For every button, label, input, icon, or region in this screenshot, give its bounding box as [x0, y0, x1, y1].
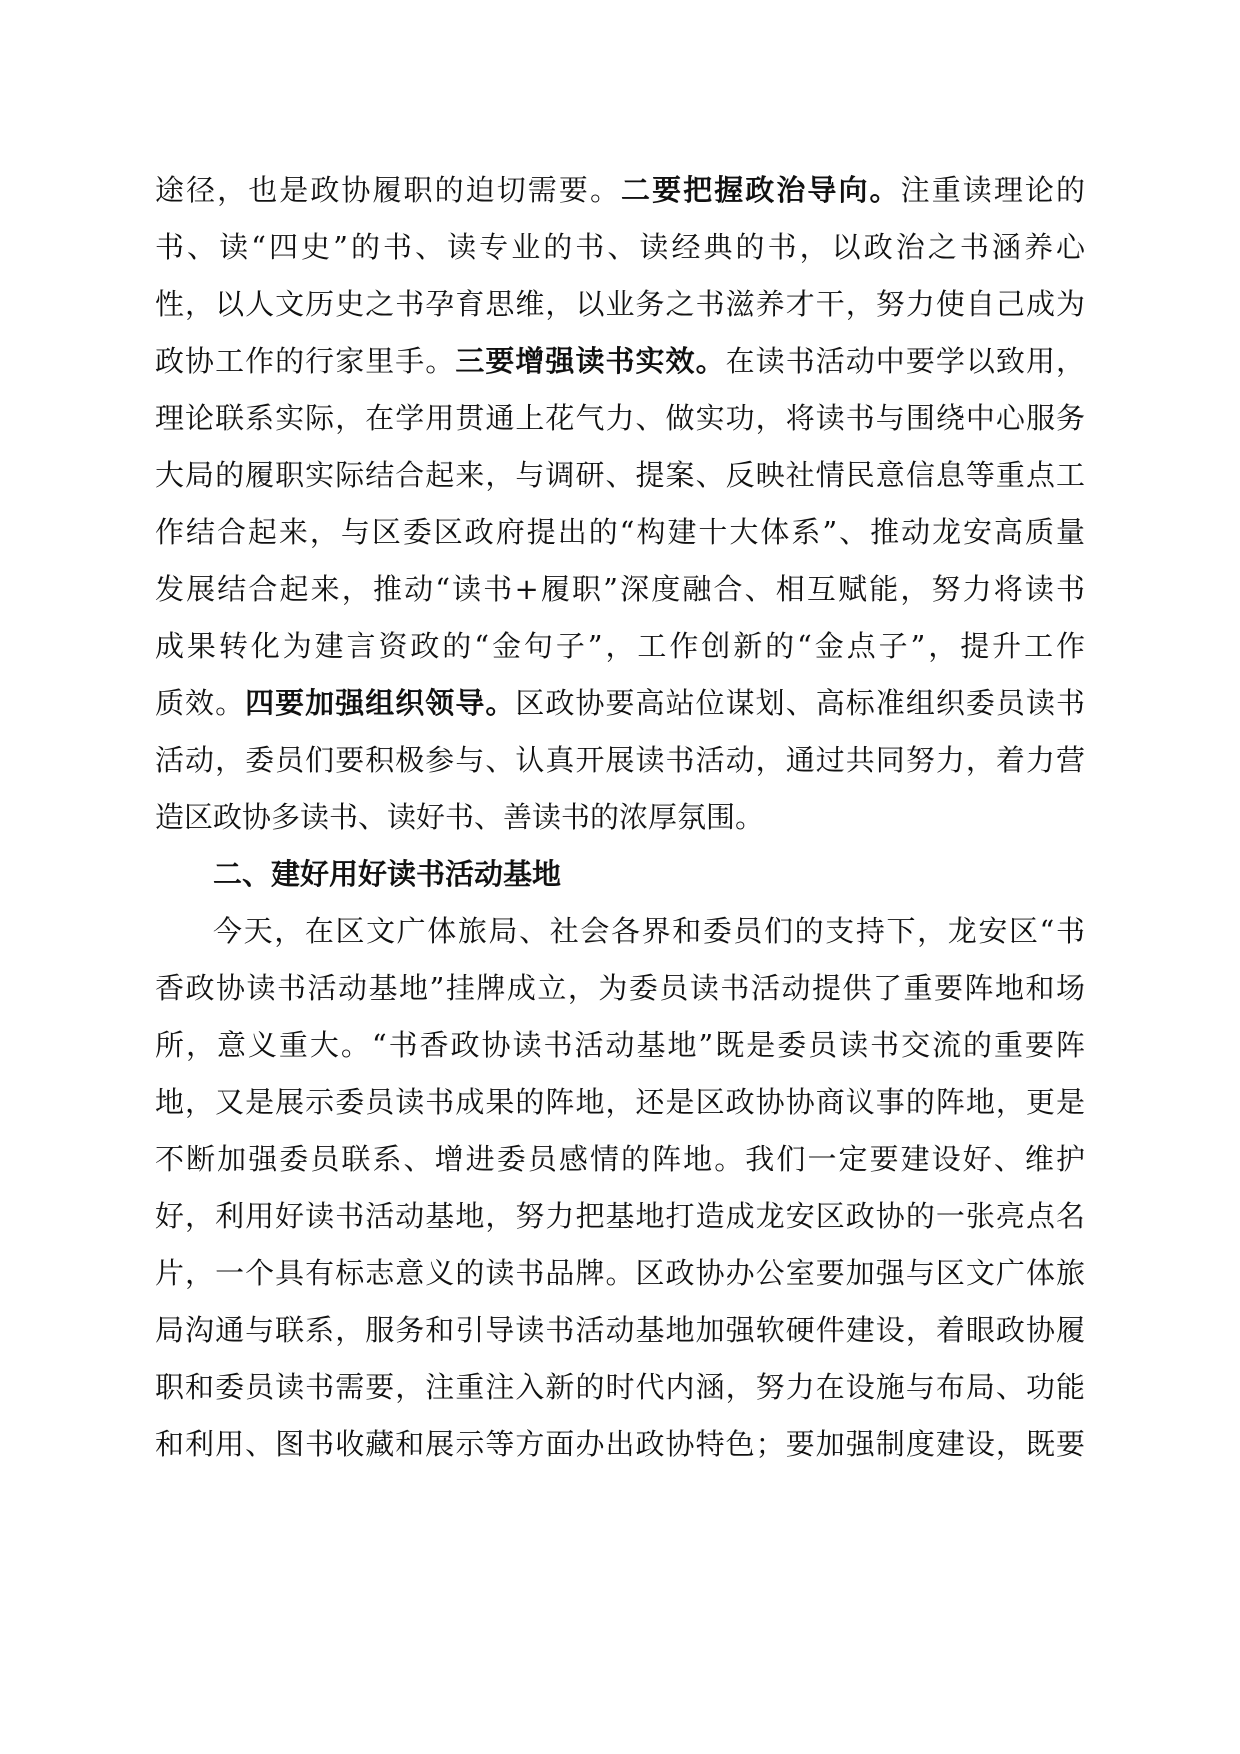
paragraph-line: 性，以人文历史之书孕育思维，以业务之书滋养才干，努力使自己成为	[155, 287, 1085, 321]
section-heading: 二、建好用好读书活动基地	[213, 857, 562, 891]
bold-key-point: 四要加强组织领导。	[245, 686, 516, 720]
paragraph-line: 成果转化为建言资政的“金句子”，工作创新的“金点子”，提升工作	[155, 629, 1085, 663]
paragraph-line: 造区政协多读书、读好书、善读书的浓厚氛围。	[155, 800, 765, 834]
paragraph-line: 职和委员读书需要，注重注入新的时代内涵，努力在设施与布局、功能	[155, 1370, 1085, 1404]
text-run: 注重读理论的	[900, 173, 1085, 207]
paragraph-line: 今天，在区文广体旅局、社会各界和委员们的支持下，龙安区“书	[213, 914, 1085, 948]
paragraph-line	[155, 160, 1085, 220]
paragraph-line: 片，一个具有标志意义的读书品牌。区政协办公室要加强与区文广体旅	[155, 1256, 1085, 1290]
text-run: 区政协要高站位谋划、高标准组织委员读书	[515, 686, 1085, 720]
text-run: 途径，也是政协履职的迫切需要。	[155, 173, 622, 207]
paragraph-line: 大局的履职实际结合起来，与调研、提案、反映社情民意信息等重点工	[155, 458, 1085, 492]
paragraph-line: 不断加强委员联系、增进委员感情的阵地。我们一定要建设好、维护	[155, 1142, 1085, 1176]
paragraph-line: 好，利用好读书活动基地，努力把基地打造成龙安区政协的一张亮点名	[155, 1199, 1085, 1233]
paragraph-line	[155, 673, 1085, 733]
paragraph-line: 和利用、图书收藏和展示等方面办出政协特色；要加强制度建设，既要	[155, 1427, 1085, 1461]
paragraph-line: 作结合起来，与区委区政府提出的“构建十大体系”、推动龙安高质量	[155, 515, 1085, 549]
paragraph-line: 发展结合起来，推动“读书+履职”深度融合、相互赋能，努力将读书	[155, 572, 1085, 606]
paragraph-line: 局沟通与联系，服务和引导读书活动基地加强软硬件建设，着眼政协履	[155, 1313, 1085, 1347]
bold-key-point: 二要把握政治导向。	[621, 173, 901, 207]
text-run: 质效。	[155, 686, 246, 720]
paragraph-line: 地，又是展示委员读书成果的阵地，还是区政协协商议事的阵地，更是	[155, 1085, 1085, 1119]
paragraph-line	[155, 331, 1085, 391]
bold-key-point: 三要增强读书实效。	[455, 344, 726, 378]
paragraph-line: 香政协读书活动基地”挂牌成立，为委员读书活动提供了重要阵地和场	[155, 971, 1085, 1005]
paragraph-line: 所，意义重大。“书香政协读书活动基地”既是委员读书交流的重要阵	[155, 1028, 1085, 1062]
text-run: 政协工作的行家里手。	[155, 344, 456, 378]
paragraph-line: 活动，委员们要积极参与、认真开展读书活动，通过共同努力，着力营	[155, 743, 1085, 777]
paragraph-line: 书、读“四史”的书、读专业的书、读经典的书，以政治之书涵养心	[155, 230, 1085, 264]
text-run: 在读书活动中要学以致用，	[725, 344, 1085, 378]
paragraph-line: 理论联系实际，在学用贯通上花气力、做实功，将读书与围绕中心服务	[155, 401, 1085, 435]
